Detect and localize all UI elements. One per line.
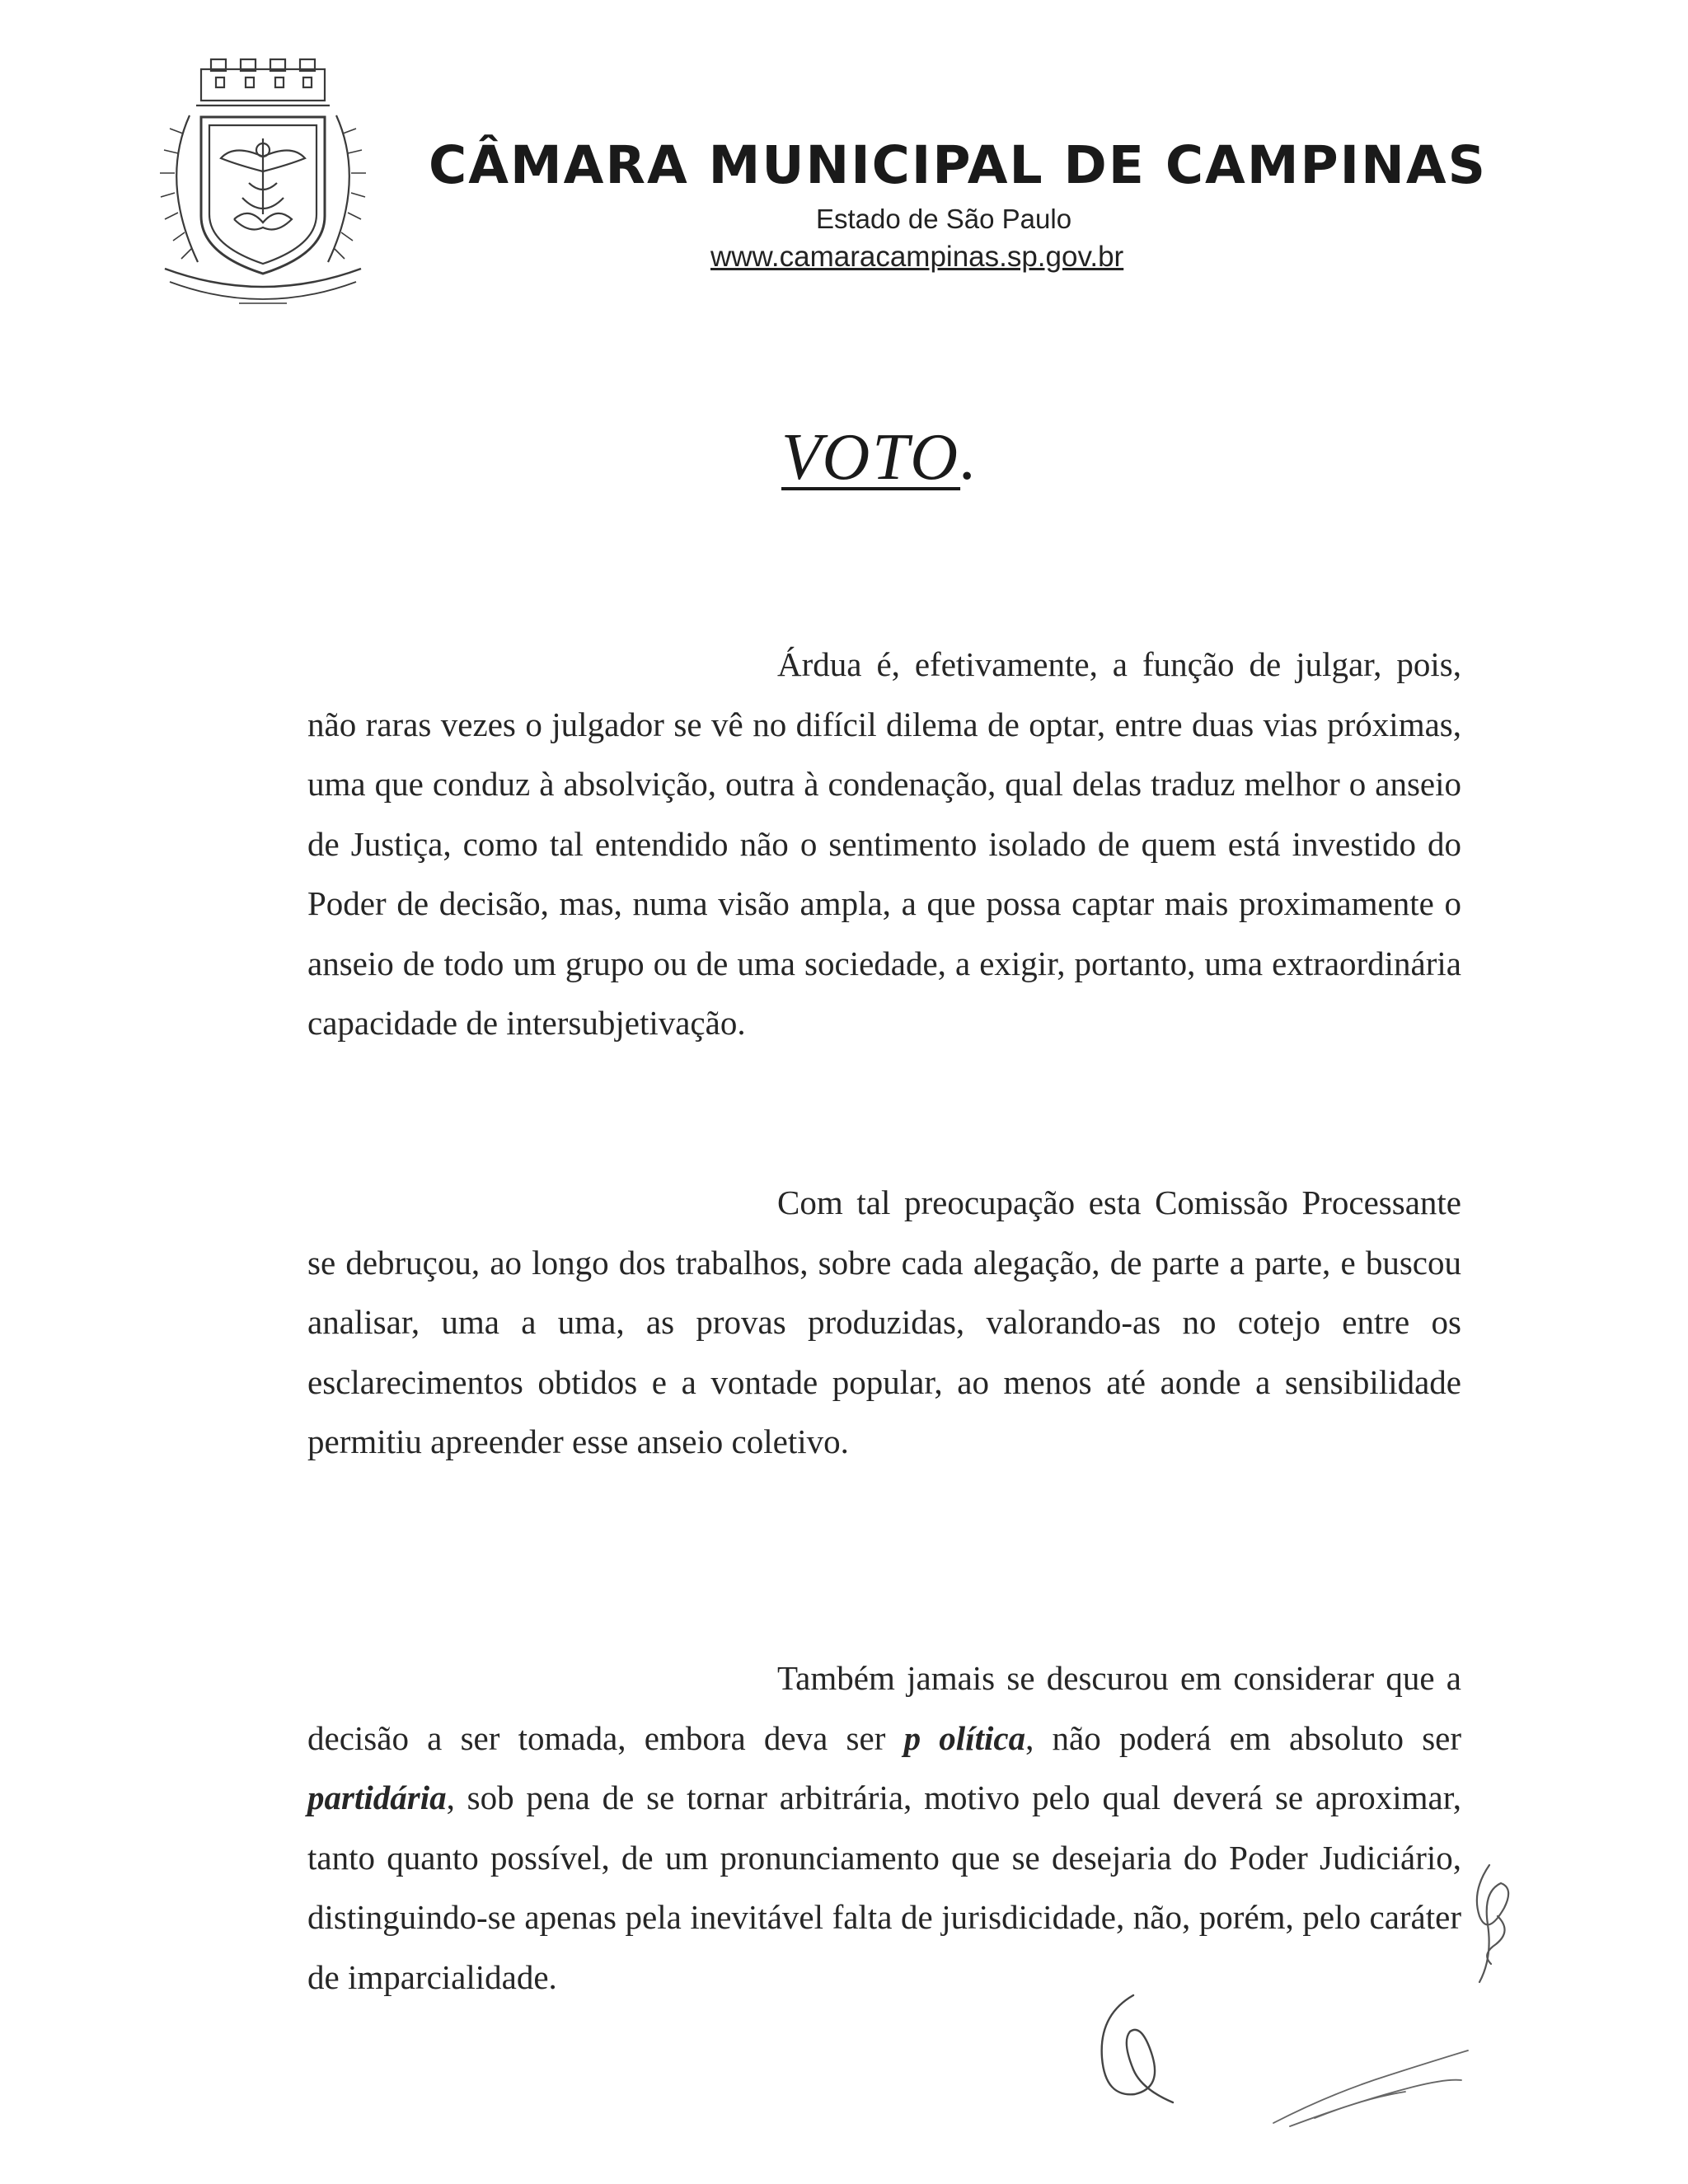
heading-period: . <box>960 421 980 494</box>
paragraph-3-text-c: , sob pena de se tornar arbitrária, motivo pelo qual deverá se aproximar, tanto quanto possível, de um pronunciamento que se desejaria do Poder Judiciário, distinguindo-se apenas pela inevitável falta de jurisdicidade, não, porém, pelo caráter de imparcialidade. <box>307 1779 1461 1996</box>
heading-text: VOTO <box>781 421 961 494</box>
handwritten-initials-right <box>1447 1858 1529 1990</box>
emphasis-politica: p olítica <box>903 1718 1026 1757</box>
paragraph-3-text-a: Também jamais se descurou em considerar que a decisão a ser tomada, embora deva ser <box>307 1659 1461 1757</box>
paragraph-3 <box>307 1648 1461 2007</box>
paragraph-2 <box>307 1173 1461 1472</box>
handwritten-signature-center <box>1084 1990 1199 2110</box>
municipal-crest-logo <box>142 58 379 309</box>
paragraph-2-text: Com tal preocupação esta Comissão Processante se debruçou, ao longo dos trabalhos, sobre cada alegação, de parte a parte, e buscou analisar, uma a uma, as provas produzidas, valorando-as no cotejo entre os esclarecimentos obtidos e a vontade popular, ao menos até aonde a sensibilidade permitiu apreender esse anseio coletivo. <box>307 1183 1461 1460</box>
institution-state: Estado de São Paulo <box>816 204 1072 234</box>
paragraph-1 <box>307 635 1461 1053</box>
institution-website-link[interactable]: www.camaracampinas.sp.gov.br <box>710 241 1124 273</box>
handwritten-signature-long <box>1265 2044 1479 2135</box>
document-heading <box>781 420 979 495</box>
institution-title: CÂMARA MUNICIPAL DE CAMPINAS <box>429 135 1487 195</box>
emphasis-partidaria: partidária <box>307 1779 447 1816</box>
paragraph-3-text-b: , não poderá em absoluto ser <box>1025 1718 1462 1757</box>
paragraph-1-text: Árdua é, efetivamente, a função de julgar, pois, não raras vezes o julgador se vê no difícil dilema de optar, entre duas vias próximas, uma que conduz à absolvição, outra à condenação, qual delas traduz melhor o anseio de Justiça, como tal entendido não o sentimento isolado de quem está investido do Poder de decisão, mas, numa visão ampla, a que possa captar mais proximamente o anseio de todo um grupo ou de uma sociedade, a exigir, portanto, uma extraordinária capacidade de intersubjetivação. <box>307 645 1461 1042</box>
